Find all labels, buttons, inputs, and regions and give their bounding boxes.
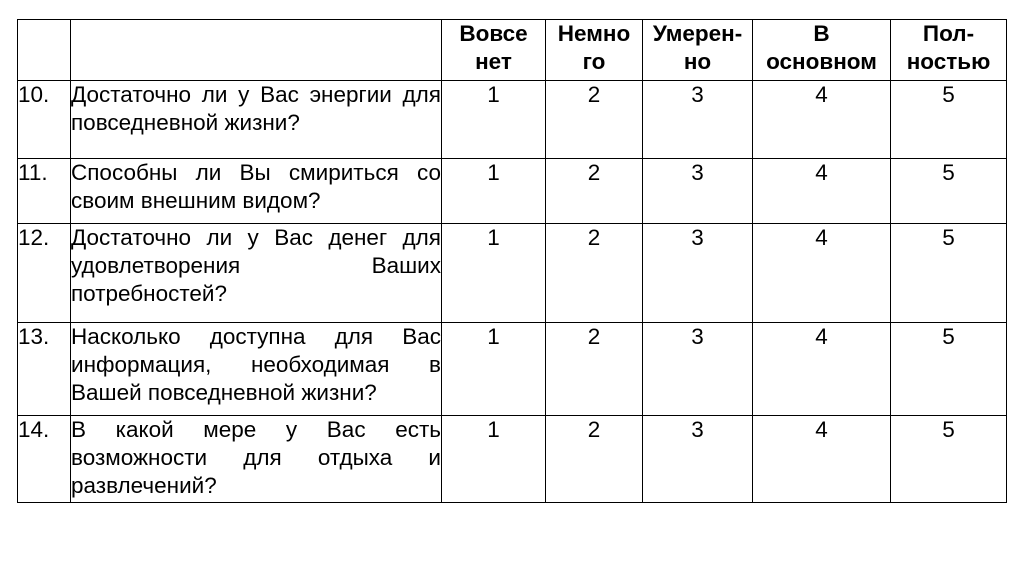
answer-option[interactable]: 3 xyxy=(643,81,753,159)
question-text: В какой мере у Вас есть возможности для отдыха и развлечений? xyxy=(71,416,442,503)
table-row xyxy=(18,224,1007,323)
header-corner-text xyxy=(71,20,442,81)
answer-option[interactable]: 1 xyxy=(442,416,546,503)
answer-option[interactable]: 3 xyxy=(643,159,753,224)
answer-option[interactable]: 1 xyxy=(442,81,546,159)
column-header-not-at-all xyxy=(442,20,546,81)
answer-option[interactable]: 1 xyxy=(442,224,546,323)
answer-option[interactable]: 3 xyxy=(643,416,753,503)
column-header-line1: Умерен- xyxy=(652,21,743,46)
header-row xyxy=(18,20,1007,81)
answer-option[interactable]: 5 xyxy=(891,159,1007,224)
questionnaire-table xyxy=(17,19,1007,503)
column-header-line2: го xyxy=(582,49,606,74)
question-text: Достаточно ли у Вас денег для удовлетворения Ваших потребностей? xyxy=(71,224,442,323)
question-number: 11. xyxy=(18,159,71,224)
answer-option[interactable]: 1 xyxy=(442,323,546,416)
question-number: 14. xyxy=(18,416,71,503)
column-header-line1: В xyxy=(813,21,830,46)
column-header-moderately xyxy=(643,20,753,81)
answer-option[interactable]: 4 xyxy=(753,81,891,159)
column-header-line2: основном xyxy=(766,49,877,74)
answer-option[interactable]: 4 xyxy=(753,159,891,224)
answer-option[interactable]: 1 xyxy=(442,159,546,224)
column-header-line2: ностью xyxy=(906,49,991,74)
column-header-line1: Вовсе xyxy=(459,21,528,46)
answer-option[interactable]: 5 xyxy=(891,224,1007,323)
header-corner-num xyxy=(18,20,71,81)
answer-option[interactable]: 4 xyxy=(753,224,891,323)
answer-option[interactable]: 3 xyxy=(643,323,753,416)
answer-option[interactable]: 2 xyxy=(546,159,643,224)
answer-option[interactable]: 2 xyxy=(546,224,643,323)
question-number: 13. xyxy=(18,323,71,416)
column-header-completely xyxy=(891,20,1007,81)
answer-option[interactable]: 2 xyxy=(546,81,643,159)
answer-option[interactable]: 5 xyxy=(891,323,1007,416)
column-header-mostly xyxy=(753,20,891,81)
table-row xyxy=(18,323,1007,416)
answer-option[interactable]: 5 xyxy=(891,416,1007,503)
question-text: Способны ли Вы смириться со своим внешним видом? xyxy=(71,159,442,224)
column-header-line2: нет xyxy=(475,49,512,74)
table-row xyxy=(18,159,1007,224)
column-header-a-little xyxy=(546,20,643,81)
column-header-line1: Пол- xyxy=(922,21,975,46)
question-text: Достаточно ли у Вас энергии для повседневной жизни? xyxy=(71,81,442,159)
question-number: 12. xyxy=(18,224,71,323)
column-header-line2: но xyxy=(683,49,712,74)
answer-option[interactable]: 4 xyxy=(753,416,891,503)
answer-option[interactable]: 5 xyxy=(891,81,1007,159)
column-header-line1: Немно xyxy=(557,21,631,46)
question-text: Насколько доступна для Вас информация, необходимая в Вашей повседневной жизни? xyxy=(71,323,442,416)
answer-option[interactable]: 4 xyxy=(753,323,891,416)
answer-option[interactable]: 3 xyxy=(643,224,753,323)
table-row xyxy=(18,416,1007,503)
question-number: 10. xyxy=(18,81,71,159)
table-row xyxy=(18,81,1007,159)
answer-option[interactable]: 2 xyxy=(546,323,643,416)
answer-option[interactable]: 2 xyxy=(546,416,643,503)
